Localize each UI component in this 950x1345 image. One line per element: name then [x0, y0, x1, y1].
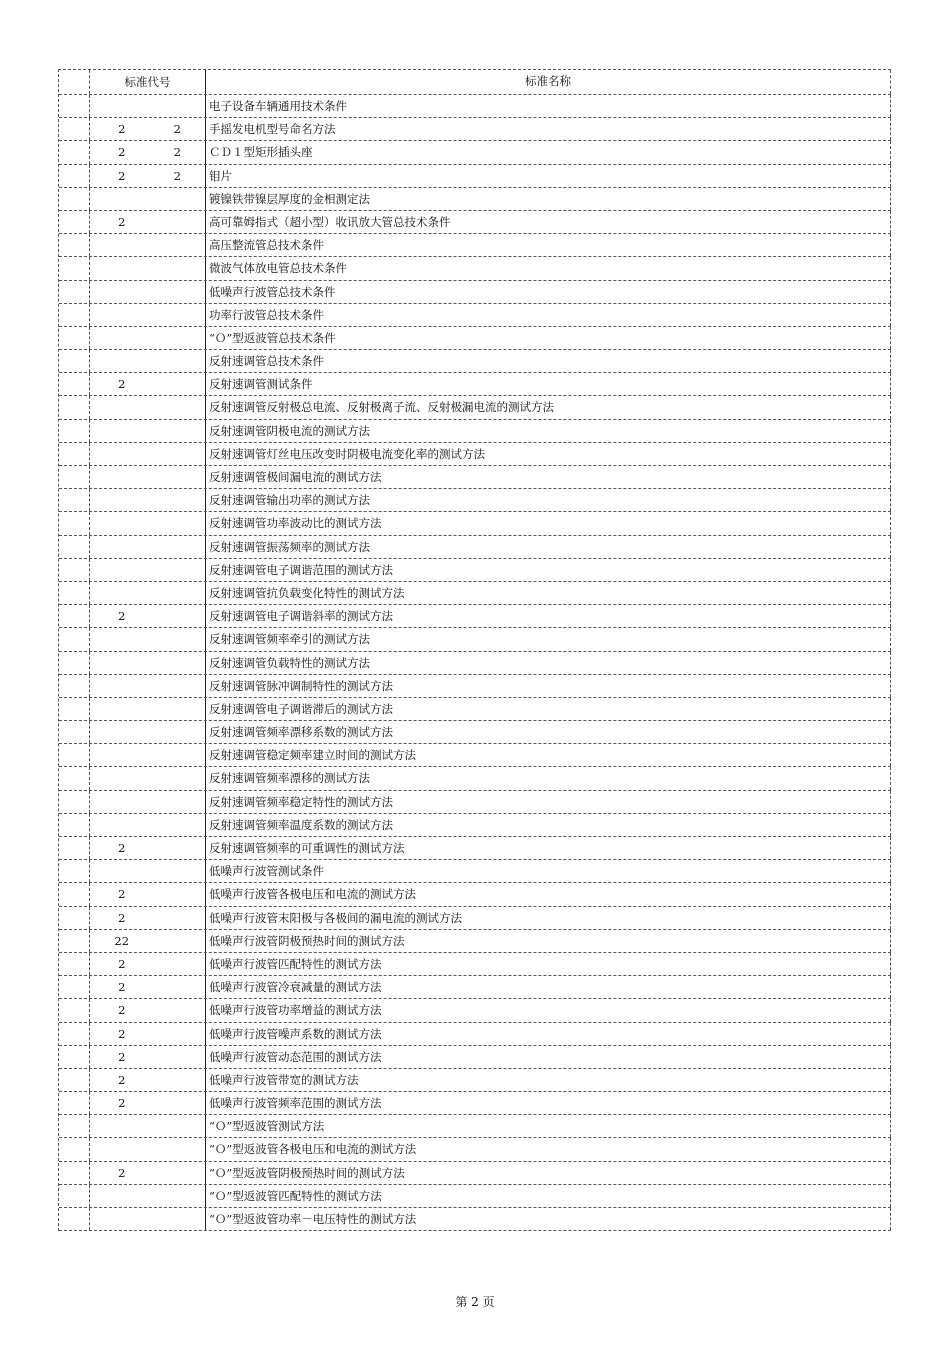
row-index-cell: [59, 930, 90, 952]
standard-name-cell: 高压整流管总技术条件: [206, 234, 891, 256]
standard-code-cell: [90, 675, 206, 697]
standard-name-cell: 低噪声行波管阴极预热时间的测试方法: [206, 930, 891, 952]
table-row: [59, 791, 891, 814]
standard-code-cell: [90, 1046, 206, 1068]
standard-code-cell: [90, 304, 206, 326]
standard-code-cell: [90, 536, 206, 558]
table-row: [59, 930, 891, 953]
standard-name-cell: 反射速调管功率波动比的测试方法: [206, 512, 891, 534]
standard-code-cell: [90, 605, 206, 627]
standard-code-cell: [90, 118, 206, 140]
standard-code-part-a: 2: [118, 841, 126, 856]
row-index-cell: [59, 1046, 90, 1068]
table-header: [59, 70, 891, 95]
standard-name-cell: 功率行波管总技术条件: [206, 304, 891, 326]
standard-name-cell: 反射速调管频率漂移系数的测试方法: [206, 721, 891, 743]
row-index-cell: [59, 443, 90, 465]
standard-code-cell: [90, 1208, 206, 1230]
standard-code-cell: [90, 791, 206, 813]
standard-code-part-a: 2: [118, 215, 126, 230]
standard-name-cell: 反射速调管脉冲调制特性的测试方法: [206, 675, 891, 697]
row-index-cell: [59, 907, 90, 929]
table-row: [59, 652, 891, 675]
standard-code-cell: [90, 652, 206, 674]
table-row: [59, 744, 891, 767]
standard-name-cell: 反射速调管电子调谐斜率的测试方法: [206, 605, 891, 627]
standard-code-part-a: 2: [118, 1072, 126, 1087]
table-row: [59, 628, 891, 651]
standard-name-cell: 反射速调管抗负载变化特性的测试方法: [206, 582, 891, 604]
standard-code-part-a: 2: [118, 168, 126, 183]
standard-code-part-a: 2: [118, 377, 126, 392]
table-row: [59, 1046, 891, 1069]
table-row: [59, 1185, 891, 1208]
standard-code-part-a: 2: [118, 957, 126, 972]
standard-code-cell: [90, 930, 206, 952]
standard-name-cell: “Ｏ”型返波管阴极预热时间的测试方法: [206, 1162, 891, 1184]
standard-code-cell: [90, 837, 206, 859]
standard-code-cell: [90, 141, 206, 163]
standard-code-cell: [90, 1138, 206, 1160]
standard-name-cell: 低噪声行波管末阳极与各极间的漏电流的测试方法: [206, 907, 891, 929]
index-column-header: [59, 70, 90, 94]
row-index-cell: [59, 559, 90, 581]
name-column-header: 标准名称: [206, 70, 891, 94]
standard-code-cell: [90, 512, 206, 534]
table-row: [59, 1115, 891, 1138]
table-row: [59, 860, 891, 883]
standard-name-cell: 反射速调管电子调谐范围的测试方法: [206, 559, 891, 581]
standard-name-cell: “Ｏ”型返波管测试方法: [206, 1115, 891, 1137]
row-index-cell: [59, 652, 90, 674]
standard-code-part-a: 2: [118, 887, 126, 902]
table-row: [59, 304, 891, 327]
standard-code-cell: [90, 976, 206, 998]
standard-name-cell: 反射速调管频率的可重调性的测试方法: [206, 837, 891, 859]
table-row: [59, 489, 891, 512]
standard-name-cell: 电子设备车辆通用技术条件: [206, 95, 891, 117]
table-row: [59, 721, 891, 744]
standard-name-cell: ＣＤ１型矩形插头座: [206, 141, 891, 163]
table-row: [59, 907, 891, 930]
standard-code-cell: [90, 165, 206, 187]
table-row: [59, 95, 891, 118]
row-index-cell: [59, 1208, 90, 1230]
table-row: [59, 1023, 891, 1046]
row-index-cell: [59, 744, 90, 766]
standard-name-cell: “Ｏ”型返波管匹配特性的测试方法: [206, 1185, 891, 1207]
row-index-cell: [59, 628, 90, 650]
standard-name-cell: 低噪声行波管动态范围的测试方法: [206, 1046, 891, 1068]
row-index-cell: [59, 1138, 90, 1160]
standard-code-cell: [90, 582, 206, 604]
standard-code-cell: [90, 767, 206, 789]
row-index-cell: [59, 1162, 90, 1184]
row-index-cell: [59, 304, 90, 326]
row-index-cell: [59, 1023, 90, 1045]
table-row: [59, 675, 891, 698]
standard-code-cell: [90, 188, 206, 210]
standard-code-part-a: 2: [118, 910, 126, 925]
standard-name-cell: 反射速调管稳定频率建立时间的测试方法: [206, 744, 891, 766]
row-index-cell: [59, 396, 90, 418]
standard-name-cell: 手摇发电机型号命名方法: [206, 118, 891, 140]
table-row: [59, 350, 891, 373]
row-index-cell: [59, 953, 90, 975]
row-index-cell: [59, 837, 90, 859]
standard-code-cell: [90, 744, 206, 766]
standard-code-part-b: 2: [173, 122, 181, 137]
row-index-cell: [59, 188, 90, 210]
table-row: [59, 767, 891, 790]
row-index-cell: [59, 420, 90, 442]
table-row: [59, 443, 891, 466]
standard-code-cell: [90, 907, 206, 929]
row-index-cell: [59, 860, 90, 882]
standard-name-cell: 低噪声行波管各极电压和电流的测试方法: [206, 883, 891, 905]
table-row: [59, 396, 891, 419]
standard-name-cell: 低噪声行波管匹配特性的测试方法: [206, 953, 891, 975]
standard-code-cell: [90, 466, 206, 488]
standard-code-part-a: 2: [118, 980, 126, 995]
standard-name-cell: 反射速调管频率漂移的测试方法: [206, 767, 891, 789]
standard-name-cell: 低噪声行波管总技术条件: [206, 281, 891, 303]
standard-code-cell: [90, 1023, 206, 1045]
row-index-cell: [59, 791, 90, 813]
table-row: [59, 466, 891, 489]
row-index-cell: [59, 95, 90, 117]
row-index-cell: [59, 675, 90, 697]
table-row: [59, 953, 891, 976]
standard-code-part-a: 2: [118, 1026, 126, 1041]
standard-name-cell: 反射速调管总技术条件: [206, 350, 891, 372]
standard-code-cell: [90, 443, 206, 465]
table-row: [59, 281, 891, 304]
row-index-cell: [59, 976, 90, 998]
standard-name-cell: 反射速调管频率稳定特性的测试方法: [206, 791, 891, 813]
standard-code-cell: [90, 489, 206, 511]
standard-name-cell: 反射速调管极间漏电流的测试方法: [206, 466, 891, 488]
standard-code-cell: [90, 883, 206, 905]
standard-code-part-a: 22: [114, 933, 130, 948]
standard-name-cell: 反射速调管输出功率的测试方法: [206, 489, 891, 511]
row-index-cell: [59, 767, 90, 789]
standards-table: [58, 69, 891, 1231]
standard-name-cell: 反射速调管阴极电流的测试方法: [206, 420, 891, 442]
standard-code-cell: [90, 234, 206, 256]
standard-code-cell: [90, 999, 206, 1021]
standard-code-cell: [90, 396, 206, 418]
table-row: [59, 1138, 891, 1161]
standard-name-cell: 低噪声行波管频率范围的测试方法: [206, 1092, 891, 1114]
row-index-cell: [59, 698, 90, 720]
table-row: [59, 883, 891, 906]
row-index-cell: [59, 582, 90, 604]
standard-name-cell: “Ｏ”型返波管功率－电压特性的测试方法: [206, 1208, 891, 1230]
row-index-cell: [59, 512, 90, 534]
row-index-cell: [59, 350, 90, 372]
standard-name-cell: 反射速调管频率牵引的测试方法: [206, 628, 891, 650]
standard-code-cell: [90, 257, 206, 279]
row-index-cell: [59, 1069, 90, 1091]
standard-name-cell: 反射速调管灯丝电压改变时阴极电流变化率的测试方法: [206, 443, 891, 465]
standard-code-part-b: 2: [173, 168, 181, 183]
standard-code-cell: [90, 559, 206, 581]
table-row: [59, 605, 891, 628]
table-body: [59, 95, 891, 1231]
standard-code-cell: [90, 814, 206, 836]
table-row: [59, 1208, 891, 1231]
standard-name-cell: 反射速调管测试条件: [206, 373, 891, 395]
row-index-cell: [59, 234, 90, 256]
table-row: [59, 536, 891, 559]
standard-name-cell: 反射速调管负载特性的测试方法: [206, 652, 891, 674]
table-row: [59, 814, 891, 837]
standard-name-cell: 低噪声行波管噪声系数的测试方法: [206, 1023, 891, 1045]
standard-name-cell: 钼片: [206, 165, 891, 187]
standard-name-cell: 高可靠姆指式（超小型）收讯放大管总技术条件: [206, 211, 891, 233]
table-row: [59, 373, 891, 396]
row-index-cell: [59, 165, 90, 187]
standard-name-cell: “Ｏ”型返波管总技术条件: [206, 327, 891, 349]
table-row: [59, 165, 891, 188]
row-index-cell: [59, 211, 90, 233]
standard-name-cell: 反射速调管电子调谐滞后的测试方法: [206, 698, 891, 720]
standard-code-cell: [90, 698, 206, 720]
standard-name-cell: “Ｏ”型返波管各极电压和电流的测试方法: [206, 1138, 891, 1160]
standard-code-cell: [90, 95, 206, 117]
row-index-cell: [59, 814, 90, 836]
standard-name-cell: 反射速调管振荡频率的测试方法: [206, 536, 891, 558]
table-row: [59, 1162, 891, 1185]
row-index-cell: [59, 1115, 90, 1137]
table-row: [59, 234, 891, 257]
standard-code-cell: [90, 420, 206, 442]
row-index-cell: [59, 1185, 90, 1207]
row-index-cell: [59, 118, 90, 140]
standard-code-part-a: 2: [118, 122, 126, 137]
standard-code-cell: [90, 1162, 206, 1184]
standard-name-cell: 微波气体放电管总技术条件: [206, 257, 891, 279]
standard-code-part-a: 2: [118, 1003, 126, 1018]
page-number: 第 2 页: [455, 1295, 495, 1309]
standard-code-cell: [90, 721, 206, 743]
standard-code-part-a: 2: [118, 609, 126, 624]
row-index-cell: [59, 489, 90, 511]
standard-name-cell: 低噪声行波管功率增益的测试方法: [206, 999, 891, 1021]
standard-name-cell: 镀镍铁带镍层厚度的金相测定法: [206, 188, 891, 210]
row-index-cell: [59, 536, 90, 558]
row-index-cell: [59, 605, 90, 627]
standard-name-cell: 低噪声行波管测试条件: [206, 860, 891, 882]
standard-code-part-a: 2: [118, 1049, 126, 1064]
standard-code-cell: [90, 327, 206, 349]
table-row: [59, 141, 891, 164]
standard-code-cell: [90, 1069, 206, 1091]
standard-code-cell: [90, 628, 206, 650]
table-row: [59, 559, 891, 582]
standard-code-cell: [90, 953, 206, 975]
table-row: [59, 698, 891, 721]
table-row: [59, 327, 891, 350]
table-row: [59, 1092, 891, 1115]
standard-code-cell: [90, 1185, 206, 1207]
standard-code-part-a: 2: [118, 1165, 126, 1180]
row-index-cell: [59, 721, 90, 743]
standard-code-cell: [90, 211, 206, 233]
table-row: [59, 837, 891, 860]
row-index-cell: [59, 466, 90, 488]
row-index-cell: [59, 257, 90, 279]
standard-code-part-a: 2: [118, 145, 126, 160]
code-column-header: 标准代号: [90, 70, 206, 94]
standard-name-cell: 反射速调管反射极总电流、反射极离子流、反射极漏电流的测试方法: [206, 396, 891, 418]
table-row: [59, 512, 891, 535]
table-row: [59, 1069, 891, 1092]
table-row: [59, 257, 891, 280]
standard-code-part-a: 2: [118, 1096, 126, 1111]
standard-code-cell: [90, 281, 206, 303]
table-row: [59, 420, 891, 443]
table-row: [59, 999, 891, 1022]
row-index-cell: [59, 883, 90, 905]
standard-code-cell: [90, 860, 206, 882]
standard-code-cell: [90, 373, 206, 395]
row-index-cell: [59, 373, 90, 395]
standard-code-cell: [90, 350, 206, 372]
table-row: [59, 118, 891, 141]
standard-name-cell: 反射速调管频率温度系数的测试方法: [206, 814, 891, 836]
standard-name-cell: 低噪声行波管冷衰减量的测试方法: [206, 976, 891, 998]
row-index-cell: [59, 999, 90, 1021]
row-index-cell: [59, 281, 90, 303]
standard-name-cell: 低噪声行波管带宽的测试方法: [206, 1069, 891, 1091]
row-index-cell: [59, 327, 90, 349]
row-index-cell: [59, 141, 90, 163]
table-row: [59, 582, 891, 605]
table-row: [59, 211, 891, 234]
table-row: [59, 976, 891, 999]
row-index-cell: [59, 1092, 90, 1114]
standard-code-cell: [90, 1092, 206, 1114]
standard-code-part-b: 2: [173, 145, 181, 160]
standard-code-cell: [90, 1115, 206, 1137]
table-row: [59, 188, 891, 211]
